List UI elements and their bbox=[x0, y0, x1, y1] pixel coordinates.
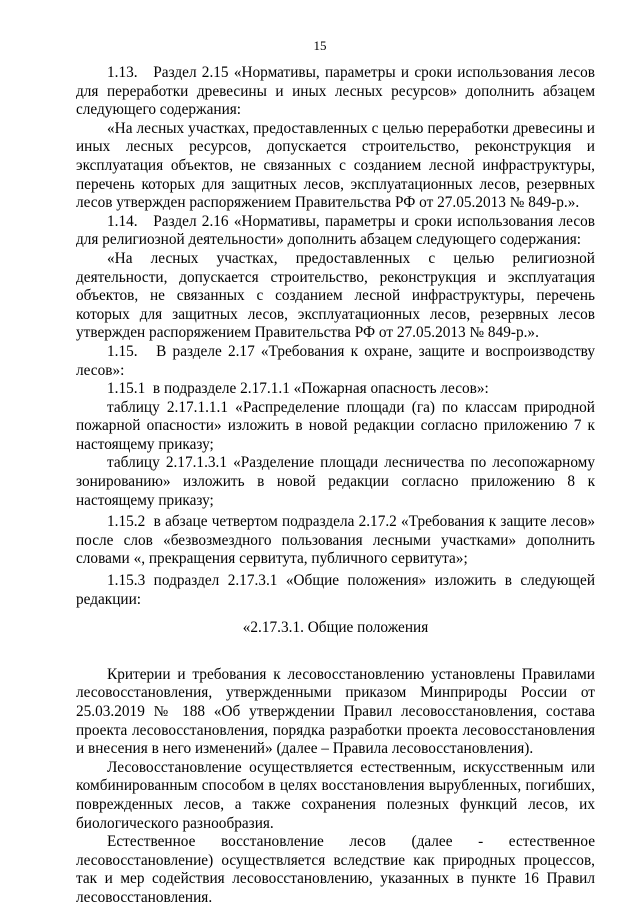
body-paragraph-criteria: Критерии и требования к лесовосстановлению установлены Правилами лесовосстановления, утвержденными приказом Минприроды России от 25.03.2019 № 188 «Об утверждении Правил лесовосстановления, состава проекта лесовосстановления, порядка разработки проекта лесовосстановления и внесения в него изменений» (далее – Правила лесовосстановления). bbox=[76, 665, 595, 758]
section-heading: «2.17.3.1. Общие положения bbox=[242, 619, 429, 637]
paragraph-1-14: 1.14. Раздел 2.16 «Нормативы, параметры и сроки использования лесов для религиозной деятельности» дополнить абзацем следующего содержания: bbox=[76, 212, 595, 249]
body-paragraph-natural: Естественное восстановление лесов (далее - естественное лесовосстановление) осуществляется вследствие как природных процессов, так и мер содействия лесовосстановлению, указанных в пункте 16 Правил лесовосстановления. bbox=[76, 833, 595, 906]
paragraph-1-15-3: 1.15.3 подраздел 2.17.3.1 «Общие положения» изложить в следующей редакции: bbox=[76, 572, 595, 608]
page-number: 15 bbox=[313, 38, 327, 53]
document-content bbox=[76, 64, 595, 908]
paragraph-table-2-17-1-3-1: таблицу 2.17.1.3.1 «Разделение площади лесничества по лесопожарному зонированию» изложить в новой редакции согласно приложению 8 к настоящему приказу; bbox=[76, 454, 595, 509]
paragraph-table-2-17-1-1-1: таблицу 2.17.1.1.1 «Распределение площади (га) по классам природной пожарной опасности» изложить в новой редакции согласно приложению 7 к настоящему приказу; bbox=[76, 398, 595, 453]
paragraph-1-13-quote: «На лесных участках, предоставленных с целью переработки древесины и иных лесных ресурсов, допускается строительство, реконструкция и эксплуатация объектов, не связанных с созданием лесной инфраструктуры, перечень которых для защитных лесов, эксплуатационных лесов, резервных лесов утвержден распоряжением Правительства РФ от 27.05.2013 № 849-р.». bbox=[76, 119, 595, 212]
paragraph-1-15-1: 1.15.1 в подразделе 2.17.1.1 «Пожарная опасность лесов»: bbox=[107, 380, 489, 398]
paragraph-1-15-2: 1.15.2 в абзаце четвертом подраздела 2.17.2 «Требования к защите лесов» после слов «безвозмездного пользования лесными участками» дополнить словами «, прекращения сервитута, публичного сервитута»; bbox=[76, 513, 595, 568]
paragraph-1-13: 1.13. Раздел 2.15 «Нормативы, параметры и сроки использования лесов для переработки древесины и иных лесных ресурсов» дополнить абзацем следующего содержания: bbox=[76, 64, 595, 119]
paragraph-1-15: 1.15. В разделе 2.17 «Требования к охране, защите и воспроизводству лесов»: bbox=[76, 342, 595, 379]
body-paragraph-methods: Лесовосстановление осуществляется естественным, искусственным или комбинированным способом в целях восстановления вырубленных, погибших, поврежденных лесов, а также сохранения полезных функций лесов, их биологического разнообразия. bbox=[76, 758, 595, 832]
paragraph-1-14-quote: «На лесных участках, предоставленных с целью религиозной деятельности, допускается строительство, реконструкция и эксплуатация объектов, не связанных с созданием лесной инфраструктуры, перечень которых для защитных лесов, эксплуатационных лесов, резервных лесов утвержден распоряжением Правительства РФ от 27.05.2013 № 849-р.». bbox=[76, 249, 595, 342]
